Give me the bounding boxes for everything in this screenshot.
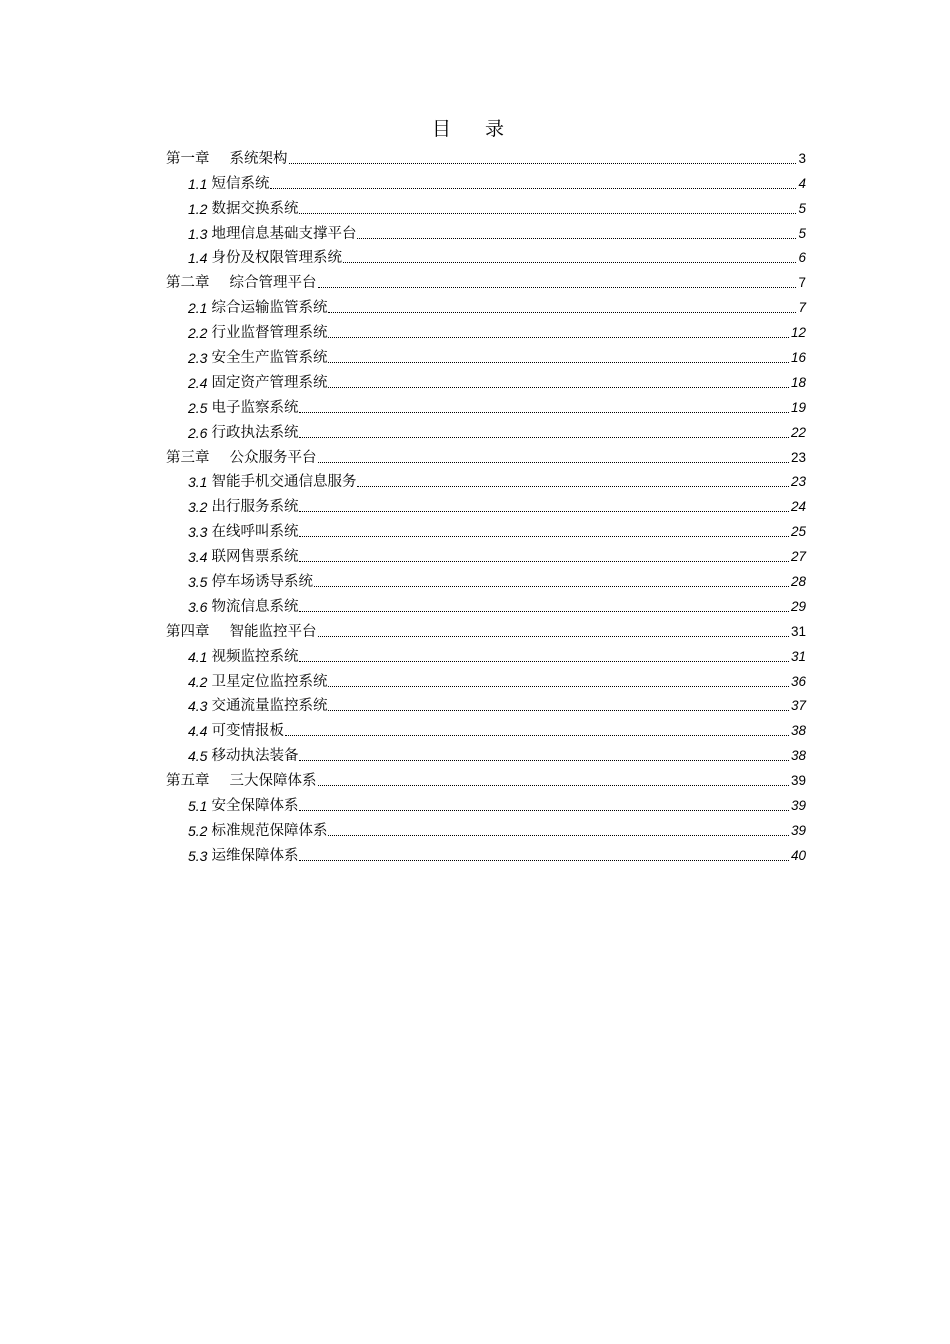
table-of-contents (166, 143, 806, 865)
toc-dot-leader (318, 287, 797, 288)
toc-entry-title: 智能手机交通信息服务 (211, 474, 357, 491)
toc-section-entry[interactable] (166, 815, 806, 840)
toc-section-number: 4.5 (188, 748, 208, 765)
toc-dot-leader (299, 860, 789, 861)
toc-dot-leader (343, 262, 797, 263)
toc-section-entry[interactable] (166, 218, 806, 243)
toc-page-number: 3 (798, 150, 806, 166)
toc-chapter-entry[interactable] (166, 143, 806, 168)
toc-section-number: 1.2 (188, 200, 208, 217)
toc-entry-title: 地理信息基础支撑平台 (211, 225, 357, 242)
toc-section-number: 3.6 (188, 598, 208, 615)
toc-section-entry[interactable] (166, 641, 806, 666)
toc-section-number: 2.5 (188, 399, 208, 416)
toc-dot-leader (299, 412, 789, 413)
toc-entry-title: 联网售票系统 (211, 549, 299, 566)
toc-entry-title: 智能监控平台 (229, 623, 317, 640)
toc-section-entry[interactable] (166, 168, 806, 193)
toc-entry-title: 安全保障体系 (211, 798, 299, 815)
toc-section-number: 5.2 (188, 822, 208, 839)
toc-dot-leader (328, 686, 789, 687)
toc-section-entry[interactable] (166, 740, 806, 765)
toc-section-number: 2.4 (188, 374, 208, 391)
toc-page-number: 23 (790, 449, 806, 465)
toc-page-number: 12 (790, 325, 806, 341)
toc-section-entry[interactable] (166, 392, 806, 417)
toc-page-number: 28 (790, 574, 806, 590)
toc-section-entry[interactable] (166, 342, 806, 367)
toc-section-number: 5.3 (188, 847, 208, 864)
toc-section-entry[interactable] (166, 790, 806, 815)
toc-entry-title: 安全生产监管系统 (211, 350, 328, 367)
toc-dot-leader (328, 387, 789, 388)
toc-section-number: 3.1 (188, 474, 208, 491)
toc-entry-title: 电子监察系统 (211, 399, 299, 416)
toc-section-number: 3.2 (188, 499, 208, 516)
toc-entry-title: 三大保障体系 (229, 773, 317, 790)
toc-entry-title: 行业监督管理系统 (211, 325, 328, 342)
toc-dot-leader (328, 337, 789, 338)
toc-section-number: 3.3 (188, 524, 208, 541)
toc-page-number: 24 (790, 499, 806, 515)
toc-page-number: 31 (790, 648, 806, 664)
toc-chapter-entry[interactable] (166, 616, 806, 641)
toc-section-entry[interactable] (166, 715, 806, 740)
toc-page-number: 22 (790, 424, 806, 440)
toc-page-number: 5 (798, 225, 806, 241)
toc-dot-leader (328, 710, 789, 711)
toc-dot-leader (328, 362, 789, 363)
toc-section-entry[interactable] (166, 666, 806, 691)
toc-title: 目 录 (431, 118, 519, 140)
toc-section-entry[interactable] (166, 317, 806, 342)
toc-page-number: 18 (790, 374, 806, 390)
toc-section-entry[interactable] (166, 467, 806, 492)
toc-entry-title: 物流信息系统 (211, 598, 299, 615)
toc-section-entry[interactable] (166, 417, 806, 442)
toc-dot-leader (289, 163, 797, 164)
toc-chapter-label: 第五章 (166, 773, 210, 790)
toc-entry-title: 标准规范保障体系 (211, 822, 328, 839)
toc-page-number: 16 (790, 350, 806, 366)
toc-dot-leader (299, 213, 796, 214)
toc-section-entry[interactable] (166, 591, 806, 616)
toc-dot-leader (285, 735, 789, 736)
toc-section-number: 2.3 (188, 350, 208, 367)
toc-entry-title: 交通流量监控系统 (211, 698, 328, 715)
toc-entry-title: 固定资产管理系统 (211, 374, 328, 391)
toc-entry-title: 身份及权限管理系统 (211, 250, 342, 267)
toc-section-entry[interactable] (166, 516, 806, 541)
toc-section-entry[interactable] (166, 691, 806, 716)
toc-section-number: 5.1 (188, 798, 208, 815)
toc-entry-title: 移动执法装备 (211, 748, 299, 765)
toc-entry-title: 短信系统 (211, 175, 270, 192)
toc-page-number: 25 (790, 524, 806, 540)
toc-section-number: 2.1 (188, 300, 208, 317)
toc-section-number: 3.4 (188, 549, 208, 566)
toc-entry-title: 数据交换系统 (211, 200, 299, 217)
toc-section-entry[interactable] (166, 541, 806, 566)
toc-section-entry[interactable] (166, 243, 806, 268)
toc-entry-title: 在线呼叫系统 (211, 524, 299, 541)
toc-section-entry[interactable] (166, 491, 806, 516)
toc-page-number: 37 (790, 698, 806, 714)
toc-entry-title: 可变情报板 (211, 723, 284, 740)
toc-dot-leader (299, 536, 789, 537)
toc-section-number: 1.1 (188, 175, 208, 192)
toc-dot-leader (357, 238, 796, 239)
toc-page-number: 38 (790, 748, 806, 764)
toc-entry-title: 视频监控系统 (211, 648, 299, 665)
toc-section-number: 2.6 (188, 424, 208, 441)
toc-section-entry[interactable] (166, 367, 806, 392)
toc-dot-leader (270, 188, 796, 189)
toc-dot-leader (299, 611, 789, 612)
toc-dot-leader (299, 661, 789, 662)
toc-dot-leader (318, 636, 789, 637)
toc-section-entry[interactable] (166, 292, 806, 317)
toc-page-number: 31 (790, 623, 806, 639)
toc-chapter-entry[interactable] (166, 267, 806, 292)
toc-entry-title: 系统架构 (229, 150, 288, 167)
toc-page-number: 6 (798, 250, 806, 266)
toc-section-number: 4.4 (188, 723, 208, 740)
toc-dot-leader (299, 437, 789, 438)
toc-page-number: 39 (790, 822, 806, 838)
toc-chapter-label: 第三章 (166, 449, 210, 466)
toc-page-number: 39 (790, 798, 806, 814)
toc-page-number: 29 (790, 598, 806, 614)
toc-dot-leader (299, 561, 789, 562)
toc-chapter-label: 第四章 (166, 623, 210, 640)
toc-page-number: 4 (798, 175, 806, 191)
toc-entry-title: 公众服务平台 (229, 449, 317, 466)
toc-page-number: 40 (790, 847, 806, 863)
toc-entry-title: 行政执法系统 (211, 424, 299, 441)
toc-page-number: 19 (790, 399, 806, 415)
toc-section-number: 1.3 (188, 225, 208, 242)
toc-chapter-entry[interactable] (166, 442, 806, 467)
toc-section-number: 2.2 (188, 325, 208, 342)
toc-page-number: 39 (790, 773, 806, 789)
toc-dot-leader (314, 586, 789, 587)
toc-entry-title: 综合运输监管系统 (211, 300, 328, 317)
toc-dot-leader (318, 462, 789, 463)
toc-page-number: 23 (790, 474, 806, 490)
toc-page-number: 5 (798, 200, 806, 216)
toc-section-number: 4.2 (188, 673, 208, 690)
toc-dot-leader (299, 810, 789, 811)
toc-page-number: 38 (790, 723, 806, 739)
toc-entry-title: 卫星定位监控系统 (211, 673, 328, 690)
toc-dot-leader (328, 835, 789, 836)
toc-section-entry[interactable] (166, 193, 806, 218)
toc-entry-title: 停车场诱导系统 (211, 574, 313, 591)
toc-page-number: 7 (798, 275, 806, 291)
toc-entry-title: 综合管理平台 (229, 275, 317, 292)
toc-chapter-label: 第一章 (166, 150, 210, 167)
toc-dot-leader (299, 760, 789, 761)
toc-chapter-label: 第二章 (166, 275, 210, 292)
toc-entry-title: 运维保障体系 (211, 847, 299, 864)
toc-chapter-entry[interactable] (166, 765, 806, 790)
toc-dot-leader (299, 511, 789, 512)
toc-section-number: 1.4 (188, 250, 208, 267)
toc-dot-leader (357, 486, 789, 487)
toc-section-entry[interactable] (166, 840, 806, 865)
toc-page-number: 7 (798, 300, 806, 316)
toc-section-entry[interactable] (166, 566, 806, 591)
toc-page-number: 27 (790, 549, 806, 565)
toc-dot-leader (328, 312, 796, 313)
toc-section-number: 3.5 (188, 574, 208, 591)
toc-entry-title: 出行服务系统 (211, 499, 299, 516)
toc-dot-leader (318, 785, 789, 786)
toc-section-number: 4.1 (188, 648, 208, 665)
toc-page-number: 36 (790, 673, 806, 689)
toc-section-number: 4.3 (188, 698, 208, 715)
